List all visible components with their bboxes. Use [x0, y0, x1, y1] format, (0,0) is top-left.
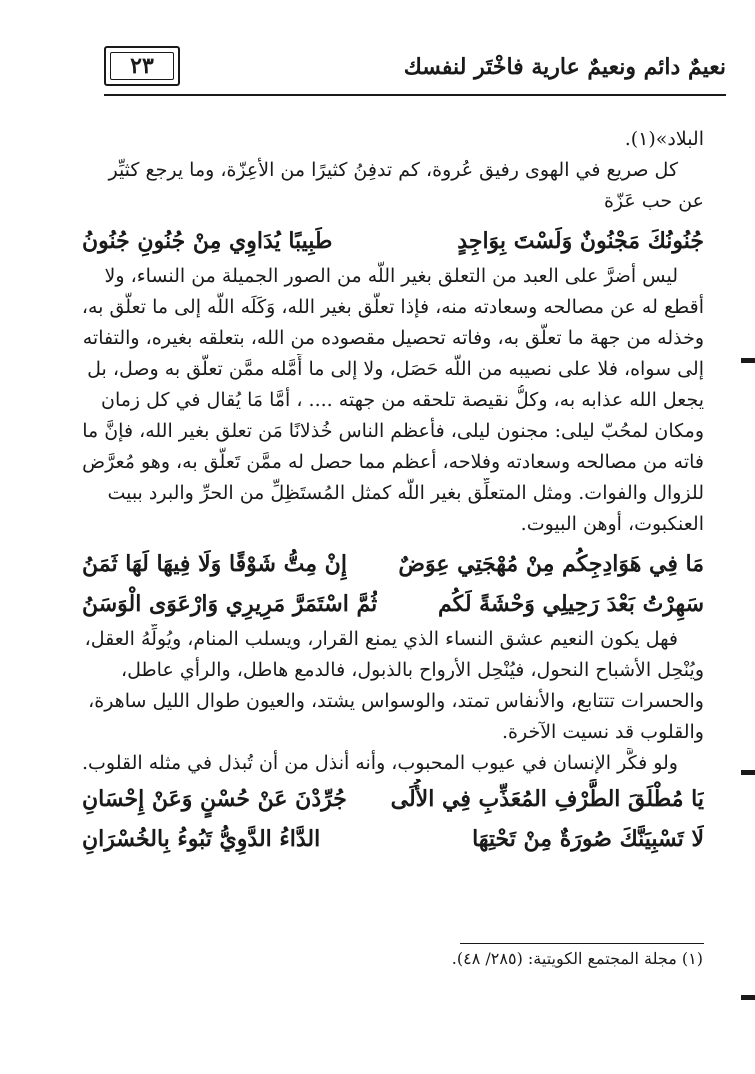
verse-second-hemistich: جُرِّدْنَ عَنْ حُسْنٍ وَعَنْ إِحْسَانِ [82, 786, 347, 812]
text-line: أقطع له عن مصالحه وسعادته منه، فإذا تعلَّق بغير الله، وَكَلَه اللَّه إلى ما تعلَّق به، [82, 296, 704, 318]
text-line: عن حب عَزّة [603, 190, 704, 212]
text-line: البلاد»(١). [624, 128, 704, 150]
verse-first-hemistich: جُنُونُكَ مَجْنُونٌ وَلَسْتَ بِوَاجِدٍ [457, 228, 704, 254]
text-line: فاته من مصالحه وسعادته وفلاحه، أعظم مما حصل له ممَّن تَعلَّق به، وهو مُعرَّض [82, 451, 704, 473]
verse-second-hemistich: الدَّاءُ الدَّوِيُّ تَبُوءُ بِالخُسْرَانِ [82, 826, 321, 852]
text-line: فهل يكون النعيم عشق النساء الذي يمنع القرار، ويسلب المنام، ويُولِّهُ العقل، [84, 628, 678, 650]
scan-edge-mark [741, 995, 755, 1000]
footnote: (١) مجلة المجتمع الكويتية: (٢٨٥/ ٤٨). [451, 949, 703, 968]
verse-line [82, 544, 704, 584]
running-title: نعيمٌ دائم ونعيمٌ عارية فاخْتَر لنفسك [403, 54, 726, 80]
text-line: ليس أضرَّ على العبد من التعلق بغير اللَّه من الصور الجميلة من النساء، ولا [104, 265, 678, 287]
verse-second-hemistich: إِنْ مِتُّ شَوْقًا وَلَا فِيهَا لَهَا ثَمَنُ [82, 551, 347, 577]
text-line: والحسرات تتتابع، والأنفاس تمتد، والوسواس يشتد، والعيون طوال الليل ساهرة، [88, 690, 704, 712]
page-number-frame [104, 46, 180, 86]
scan-edge-mark [741, 770, 755, 775]
text-line: العنكبوت، أوهن البيوت. [520, 513, 704, 535]
page-header [78, 38, 726, 100]
text-line: ولو فكَّر الإنسان في عيوب المحبوب، وأنه أنذل من أن تُبذل في مثله القلوب. [82, 752, 678, 774]
text-line: وخذله من جهة ما تعلَّق به، وفاته تحصيل مقصوده من الله، بتعلقه بغيره، والتفاته [82, 327, 704, 349]
text-line: يجعل الله عذابه به، وكلُّ نقيصة تلحقه من جهته .... ، أمَّا مَا يُقال في كل زمان [100, 389, 704, 411]
main-text [82, 124, 704, 859]
verse-line [82, 819, 704, 859]
text-line: كل صريع في الهوى رفيق عُروة، كم تدفِنُ كثيرًا من الأعِزّة، وما يرجع كثيِّر [108, 159, 678, 181]
text-line: ومكان لمحُبّ ليلى: مجنون ليلى، فأعظم الناس خُذلانًا مَن تعلق بغير الله، فإنَّ ما [82, 420, 704, 442]
verse-first-hemistich: لَا تَسْبِيَنَّكَ صُورَةٌ مِنْ تَحْتِهَا [472, 826, 704, 852]
verse-first-hemistich: مَا فِي هَوَادِجِكُم مِنْ مُهْجَتِي عِوَضٌ [398, 551, 704, 577]
text-line: والقلوب قد نسيت الآخرة. [502, 721, 704, 743]
verse-line [82, 221, 704, 261]
text-line: ويُنْحِل الأشباح النحول، فيُنْحِل الأرواح بالذبول، فالدمع هاطل، والرأي عاطل، [121, 659, 704, 681]
footnote-rule [460, 943, 704, 944]
text-line: للزوال والفوات. ومثل المتعلِّق بغير اللَّه كمثل المُستَظِلِّ من الحرِّ والبرد ببيت [107, 482, 704, 504]
verse-second-hemistich: ثُمَّ اسْتَمَرَّ مَرِيرِي وَارْعَوَى الْوَسَنُ [82, 591, 378, 617]
verse-second-hemistich: طَبِيبًا يُدَاوِي مِنْ جُنُونِ جُنُونُ [82, 228, 333, 254]
text-line: إلى سواه، فلا على نصيبه من اللَّه حَصَل، ولا إلى ما أَمَّله ممَّن تعلَّق به وصل، بل [87, 358, 704, 380]
scan-edge-mark [741, 358, 755, 363]
verse-first-hemistich: يَا مُطْلَقَ الطَّرْفِ المُعَذِّبِ فِي الأُلَى [390, 786, 704, 812]
verse-first-hemistich: سَهِرْتُ بَعْدَ رَحِيلِي وَحْشَةً لَكُم [438, 591, 704, 617]
page-number: ٢٣ [130, 53, 154, 79]
verse-line [82, 584, 704, 624]
header-rule [104, 94, 726, 96]
verse-line [82, 779, 704, 819]
